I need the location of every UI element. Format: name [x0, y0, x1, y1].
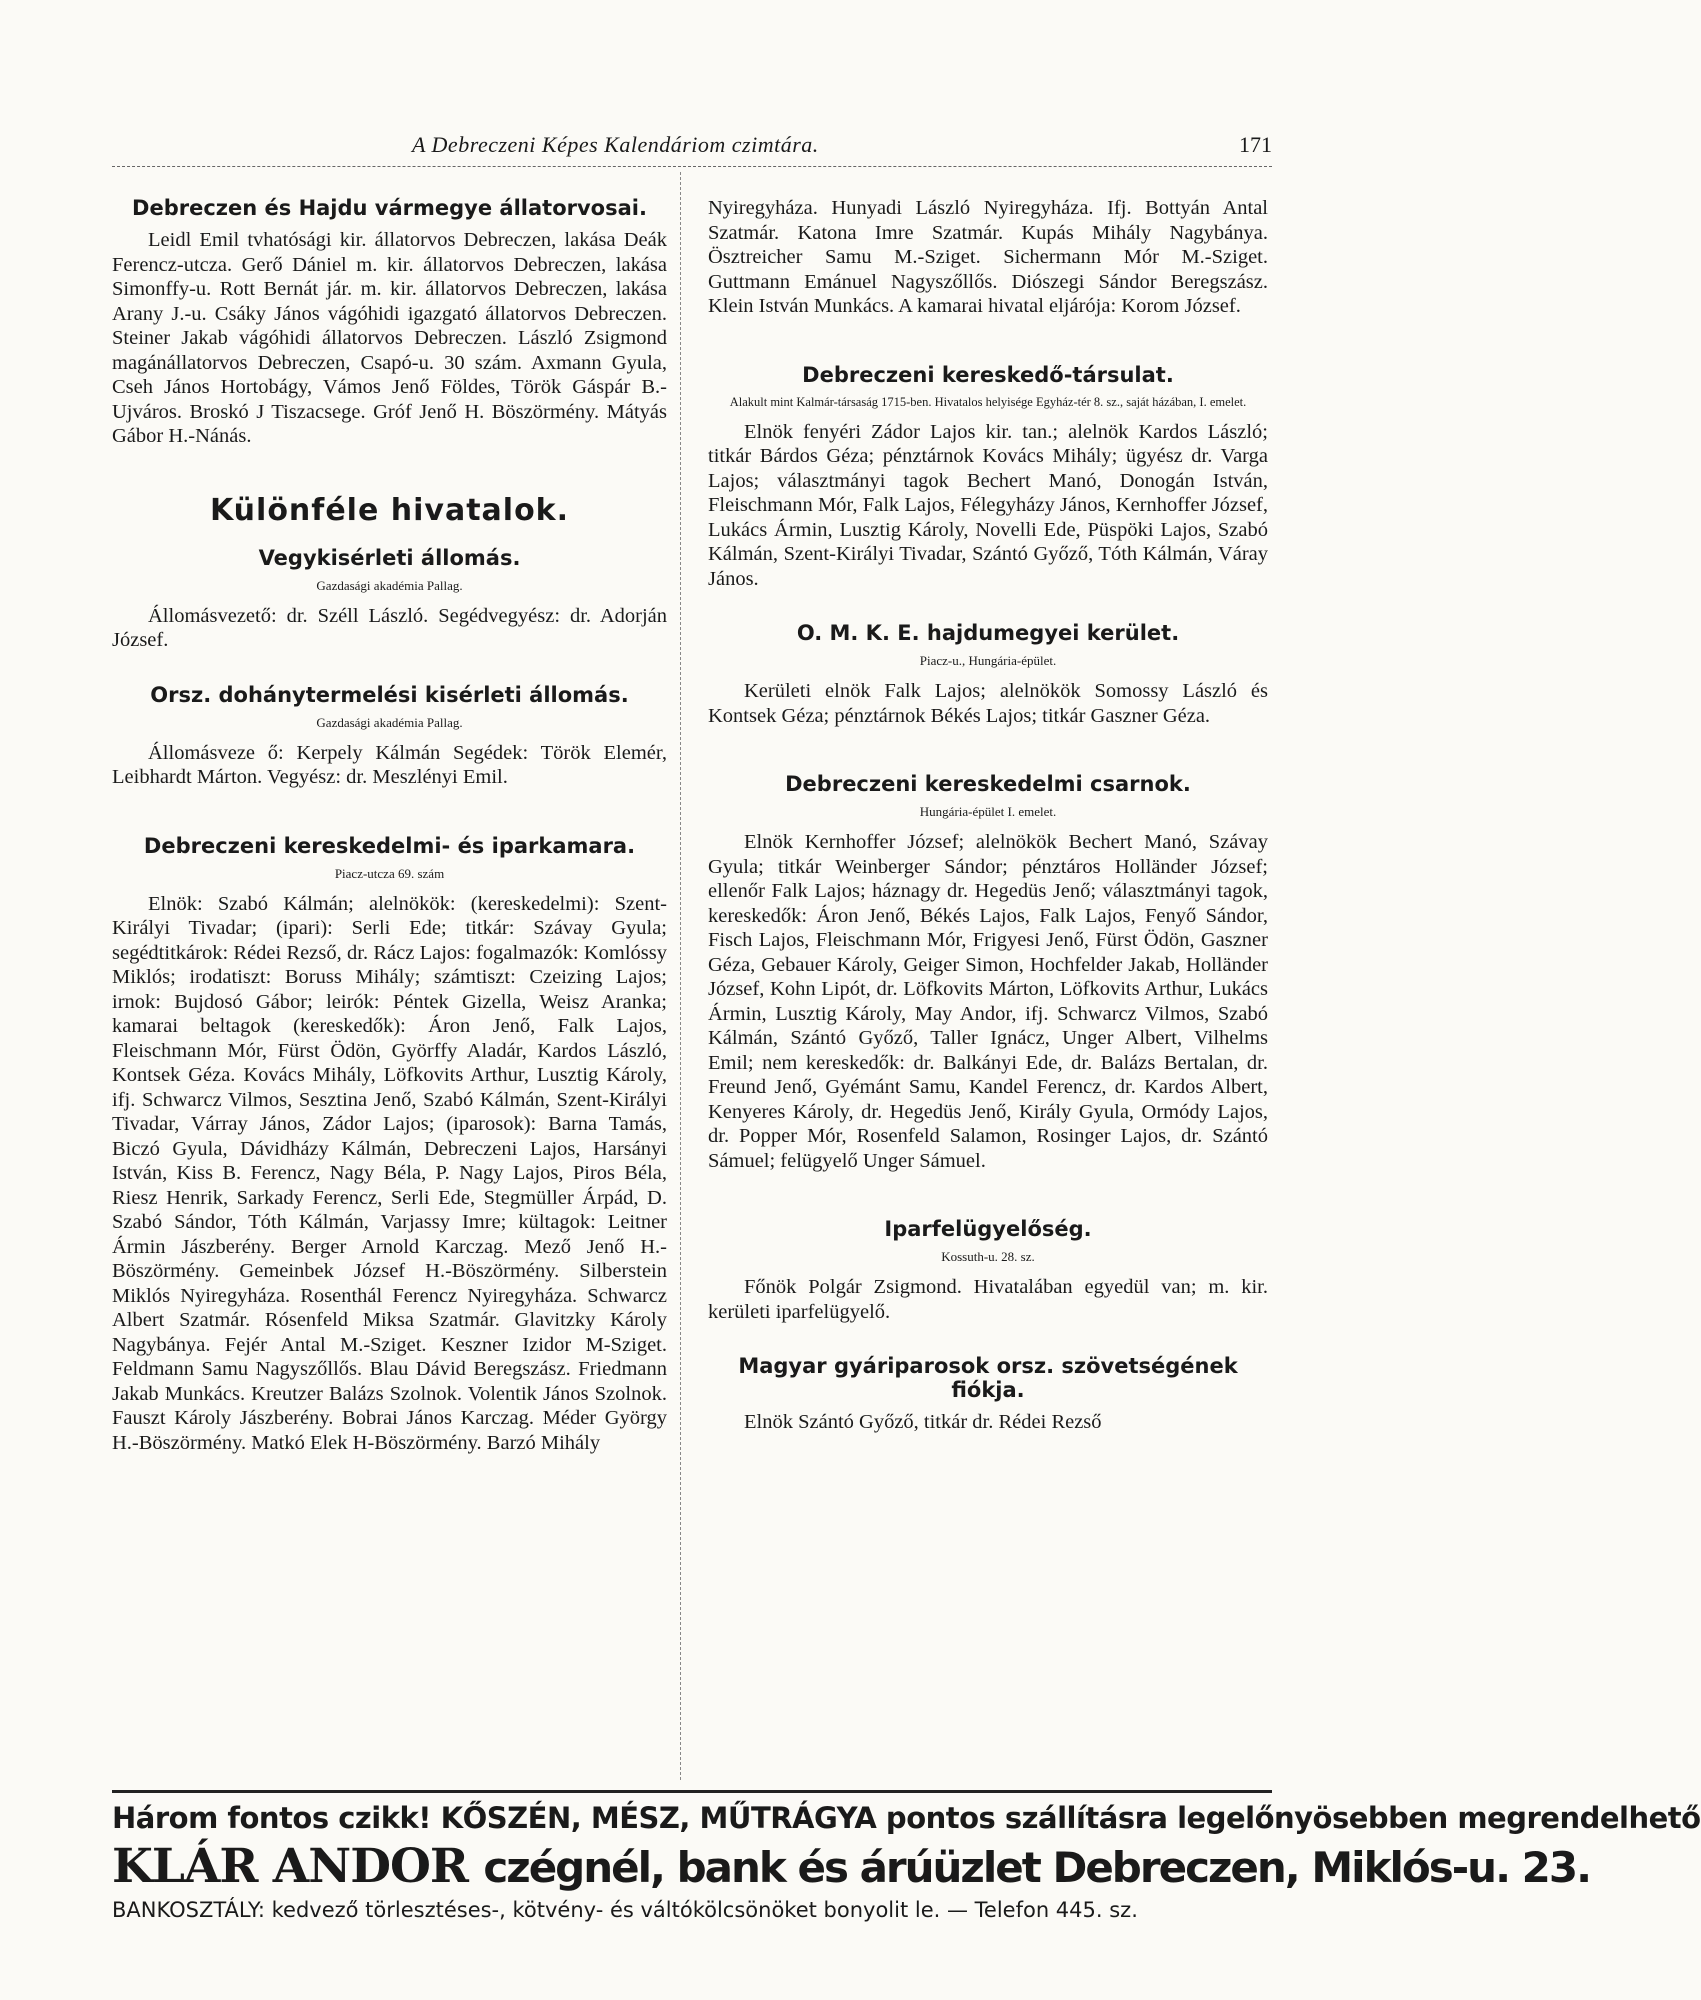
section-subheading: Gazdasági akadémia Pallag. — [316, 577, 463, 593]
section-subheading: Piacz-utcza 69. szám — [334, 865, 445, 881]
section-text: Elnök fenyéri Zádor Lajos kir. tan.; alelnök Kardos László; titkár Bárdos Géza; pénztárnok Kovács Mihály; ügyész dr. Varga Lajos; választmányi tagok Bechert Manó, Donogán István, Fleischmann Mór, Falk Lajos, Félegyházy János, Kernhoffer József, Lukács Ármin, Lusztig Károly, Novelli Ede, Püspöki Lajos, Szabó Kálmán, Szent-Királyi Tivadar, Szántó Győző, Tóth Kálmán, Váray János. — [708, 420, 1268, 590]
section-heading: Debreczen és Hajdu vármegye állatorvosai. — [132, 196, 647, 220]
left-column — [112, 196, 667, 1455]
section-chemical-station — [112, 546, 667, 653]
section-text: Elnök Szántó Győző, titkár dr. Rédei Rezső — [744, 1411, 1102, 1433]
section-chamber-of-commerce — [112, 834, 667, 1456]
page-number: 171 — [1239, 132, 1272, 157]
ad-line-2 — [112, 1839, 1591, 1894]
section-text: Állomásvezető: dr. Széll László. Segédvegyész: dr. Adorján József. — [112, 604, 667, 651]
ad-line-3: BANKOSZTÁLY: kedvező törlesztéses-, kötvény- és váltókölcsönöket bonyolit le. — Telefon 445. sz. — [112, 1898, 1138, 1922]
section-heading: Debreczeni kereskedelmi- és iparkamara. — [143, 833, 636, 858]
section-text: Kerületi elnök Falk Lajos; alelnökök Somossy László és Kontsek Géza; pénztárnok Békés Lajos; titkár Gaszner Géza. — [708, 680, 1268, 727]
section-subheading: Hungária-épület I. emelet. — [919, 804, 1057, 819]
section-tobacco-station — [112, 683, 667, 790]
section-chamber-continued — [708, 196, 1268, 319]
section-merchants-association — [708, 363, 1268, 592]
section-industrial-inspectorate — [708, 1217, 1268, 1324]
section-heading: Iparfelügyelőség. — [884, 1217, 1092, 1241]
section-heading: Orsz. dohánytermelési kisérleti állomás. — [150, 682, 629, 707]
section-subheading: Gazdasági akadémia Pallag. — [316, 714, 463, 730]
section-heading: Debreczeni kereskedő-társulat. — [802, 362, 1174, 387]
running-title: A Debreczeni Képes Kalendáriom czimtára. — [412, 132, 819, 157]
running-head — [112, 132, 1272, 166]
section-heading: Debreczeni kereskedelmi csarnok. — [785, 772, 1191, 796]
header-rule — [112, 166, 1272, 167]
section-text: Főnök Polgár Zsigmond. Hivatalában egyedül van; m. kir. kerületi iparfelügyelő. — [708, 1276, 1268, 1323]
section-text: Leidl Emil tvhatósági kir. állatorvos Debreczen, lakása Deák Ferencz-utcza. Gerő Dániel m. kir. állatorvos Debreczen, lakása Simonffy-u. Rott Bernát jár. m. kir. állatorvos Debreczen, lakása Arany J.-u. Csáky János vágóhidi igazgató állatorvos Debreczen. Steiner Jakab vágóhidi állatorvos Debreczen. László Zsigmond magánállatorvos Debreczen, Csapó-u. 30 szám. Axmann Gyula, Cseh János Hortobágy, Vámos Jenő Földes, Török Gáspár B.-Ujváros. Broskó J Tiszacsege. Gróf Jenő H. Böszörmény. Mátyás Gábor H.-Nánás. — [112, 229, 667, 447]
section-text: Elnök: Szabó Kálmán; alelnökök: (kereskedelmi): Szent-Királyi Tivadar; (ipari): Serli Ede; titkár: Szávay Gyula; segédtitkárok: Rédei Rezső, dr. Rácz Lajos: fogalmazók: Komlóssy Miklós; irodatiszt: Boruss Mihály; számtiszt: Czeizing Lajos; irnok: Bujdosó Gábor; leirók: Péntek Gizella, Weisz Aranka; kamarai beltagok (kereskedők): Áron Jenő, Falk Lajos, Fleischmann Mór, Fürst Ödön, Györffy Aladár, Kardos László, Kontsek Géza. Kovács Mihály, Löfkovits Arthur, Lusztig Károly, ifj. Schwarcz Vilmos, Sesztina Jenő, Szabó Kálmán, Szent-Királyi Tivadar, Várray János, Zádor Lajos; (iparosok): Barna Tamás, Biczó Gyula, Dávidházy Kálmán, Debreczeni Lajos, Harsányi István, Kiss B. Ferencz, Nagy Béla, P. Nagy Lajos, Piros Béla, Riesz Henrik, Sarkady Ferencz, Serli Ede, Stegmüller Árpád, D. Szabó Sándor, Tóth Kálmán, Varjassy Imre; kültagok: Leitner Ármin Jászberény. Berger Arnold Karczag. Mező Jenő H.-Böszörmény. Gemeinbek József H.-Böszörmény. Silberstein Miklós Nyiregyháza. Rosenthál Ferencz Nyiregyháza. Schwarcz Albert Szatmár. Rósenfeld Miksa Szatmár. Glavitzky Károly Nagybánya. Fejér Antal M.-Sziget. Keszner Izidor M-Sziget. Feldmann Samu Nagyszőllős. Blau Dávid Beregszász. Friedmann Jakab Munkács. Kreutzer Balázs Szolnok. Volentik János Szolnok. Fauszt Károly Jászberény. Bobrai János Karczag. Méder György H.-Böszörmény. Matkó Elek H-Böszörmény. Barzó Mihály — [112, 892, 667, 1454]
section-commercial-hall — [708, 772, 1268, 1173]
section-heading: Magyar gyáriparosok orsz. szövetségének fiókja. — [738, 1354, 1238, 1402]
right-column — [708, 196, 1268, 1435]
section-subheading: Alakult mint Kalmár-társaság 1715-ben. Hivatalos helyisége Egyház-tér 8. sz., saját házában, I. emelet. — [729, 394, 1247, 409]
section-text: Állomásveze ő: Kerpely Kálmán Segédek: Török Elemér, Leibhardt Márton. Vegyész: dr. Meszlényi Emil. — [112, 741, 667, 788]
section-heading: O. M. K. E. hajdumegyei kerület. — [796, 621, 1180, 645]
advertisement — [112, 1790, 1701, 1922]
section-omke — [708, 621, 1268, 728]
section-manufacturers-federation — [708, 1354, 1268, 1435]
section-veterinarians — [112, 196, 667, 449]
ad-line-1: Három fontos czikk! KŐSZÉN, MÉSZ, MŰTRÁGYA pontos szállításra legelőnyösebben megrendelhető — [112, 1801, 1701, 1835]
ad-line-2-rest: czégnél, bank és árúüzlet Debreczen, Miklós-u. 23. — [483, 1843, 1591, 1892]
ad-company-name: KLÁR ANDOR — [112, 1839, 468, 1894]
section-subheading: Piacz-u., Hungária-épület. — [919, 653, 1057, 668]
section-text: Nyiregyháza. Hunyadi László Nyiregyháza. Ifj. Bottyán Antal Szatmár. Katona Imre Szatmár. Kupás Mihály Nagybánya. Ösztreicher Samu M.-Sziget. Sichermann Mór M.-Sziget. Guttmann Emánuel Nagyszőllős. Diószegi Sándor Beregszász. Klein István Munkács. A kamarai hivatal eljárója: Korom József. — [708, 197, 1268, 317]
part-heading: Különféle hivatalok. — [209, 492, 570, 528]
section-heading: Vegykisérleti állomás. — [258, 545, 521, 570]
section-text: Elnök Kernhoffer József; alelnökök Bechert Manó, Szávay Gyula; titkár Weinberger Sándor; pénztáros Holländer József; ellenőr Falk Lajos; háznagy dr. Hegedüs Jenő; választmányi tagok, kereskedők: Áron Jenő, Békés Lajos, Falk Lajos, Fenyő Sándor, Fisch Lajos, Fleischmann Mór, Frigyesi Jenő, Fürst Ödön, Gaszner Géza, Gebauer Károly, Geiger Simon, Hochfelder Jakab, Holländer József, Kohn Lipót, dr. Löfkovits Márton, Löfkovits Arthur, Lukács Ármin, Lusztig Károly, May Andor, ifj. Schwarcz Vilmos, Szabó Kálmán, Szántó Győző, Taller Ignácz, Unger Albert, Vilhelms Emil; nem kereskedők: dr. Balkányi Ede, dr. Balázs Bertalan, dr. Freund Jenő, Gyémánt Samu, Kandel Ferencz, dr. Kardos Albert, Kenyeres Károly, dr. Hegedüs Jenő, Király Gyula, Ormódy Lajos, dr. Popper Mór, Rosenfeld Salamon, Rosinger Lajos, dr. Szántó Sámuel; felügyelő Unger Sámuel. — [708, 831, 1268, 1172]
section-subheading: Kossuth-u. 28. sz. — [941, 1249, 1035, 1264]
column-divider — [680, 172, 681, 1780]
